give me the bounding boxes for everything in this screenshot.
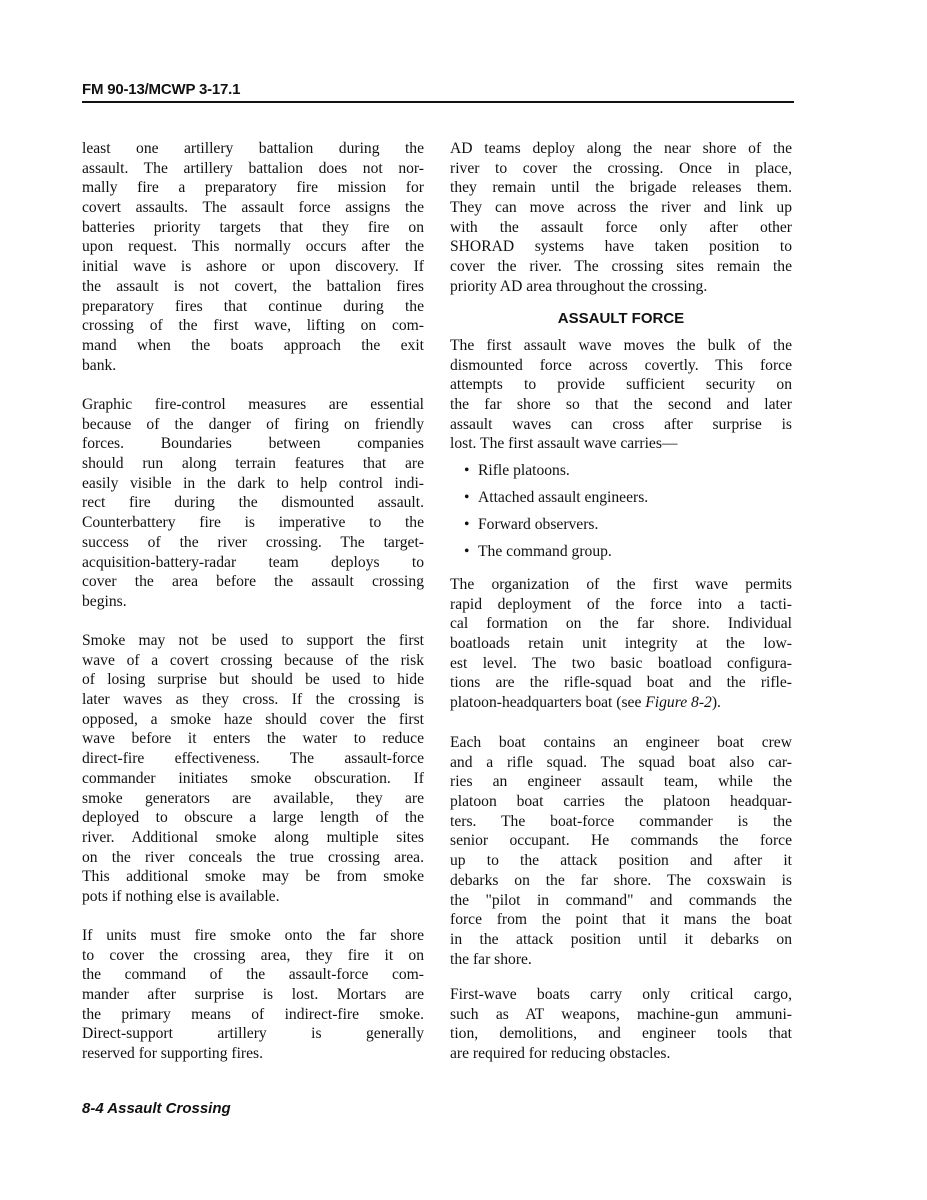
text-line: attempts to provide sufficient security on	[450, 376, 792, 394]
text-line: should run along terrain features that are	[82, 455, 424, 473]
text-line: If units must fire smoke onto the far shore	[82, 927, 424, 944]
text-line: priority AD area throughout the crossing.	[450, 277, 708, 295]
text-line: Direct-support artillery is generally	[82, 1025, 424, 1043]
text-line: cover the area before the assault crossing	[82, 573, 424, 591]
text-line: the far shore.	[450, 950, 532, 968]
text-line: wave before it enters the water to reduce	[82, 730, 424, 748]
text-line: ries an engineer assault team, while the	[450, 773, 792, 791]
text-line: cover the river. The crossing sites remain the	[450, 258, 792, 276]
text-line: are required for reducing obstacles.	[450, 1045, 671, 1063]
paragraph	[82, 926, 424, 1064]
text-line: on the river conceals the true crossing area.	[82, 848, 424, 866]
text-line: opposed, a smoke haze should cover the first	[82, 710, 424, 728]
text-line: and a rifle squad. The squad boat also car-	[450, 753, 792, 771]
text-line: assault waves can cross after surprise is	[450, 415, 792, 433]
text-line: est level. The two basic boatload configura-	[450, 654, 792, 672]
text-line: covert assaults. The assault force assigns the	[82, 199, 424, 217]
text-line: reserved for supporting fires.	[82, 1045, 264, 1063]
text-line: smoke generators are available, they are	[82, 789, 424, 807]
text-line: lost. The first assault wave carries—	[450, 435, 678, 453]
text-line: rect fire during the dismounted assault.	[82, 494, 424, 512]
text-line: to cover the crossing area, they fire it on	[82, 946, 424, 964]
text-line: the far shore so that the second and later	[450, 396, 792, 414]
text-line: in the attack position until it debarks on	[450, 930, 792, 948]
text-line: tion, demolitions, and engineer tools that	[450, 1025, 792, 1043]
text-line: later waves as they cross. If the crossing is	[82, 691, 424, 709]
text-line: upon request. This normally occurs after the	[82, 238, 424, 256]
text-line: wave of a covert crossing because of the risk	[82, 651, 424, 669]
text-line: the assault is not covert, the battalion fires	[82, 277, 424, 295]
text-line: debarks on the far shore. The coxswain is	[450, 871, 792, 889]
text-line: The first assault wave moves the bulk of the	[450, 337, 792, 354]
bullet-item: • Rifle platoons.	[464, 462, 570, 479]
text-line: rapid deployment of the force into a tacti-	[450, 595, 792, 613]
text-line: platoon-headquarters boat (see Figure 8-2).	[450, 694, 721, 712]
text-line: batteries priority targets that they fire on	[82, 218, 424, 236]
bullet-item: • Attached assault engineers.	[464, 489, 649, 506]
text-line: river. Additional smoke along multiple sites	[82, 828, 424, 846]
text-line: forces. Boundaries between companies	[82, 435, 424, 453]
section-heading: ASSAULT FORCE	[557, 310, 685, 327]
header-rule	[82, 101, 794, 103]
text-line: pots if nothing else is available.	[82, 887, 280, 905]
text-line: crossing of the first wave, lifting on com-	[82, 317, 424, 335]
text-line: First-wave boats carry only critical cargo,	[450, 986, 792, 1003]
text-line: preparatory fires that continue during the	[82, 297, 424, 315]
bullet-icon: •	[464, 489, 470, 506]
bullet-item: • Forward observers.	[464, 516, 599, 533]
text-line: platoon boat carries the platoon headquar-	[450, 793, 792, 811]
text-line: mally fire a preparatory fire mission for	[82, 179, 424, 197]
bullet-item: • The command group.	[464, 543, 612, 560]
text-line: commander initiates smoke obscuration. If	[82, 769, 424, 787]
text-line: such as AT weapons, machine-gun ammuni-	[450, 1005, 792, 1023]
paragraph	[450, 985, 792, 1064]
text-line: Smoke may not be used to support the first	[82, 632, 424, 649]
text-line: direct-fire effectiveness. The assault-force	[82, 750, 424, 768]
paragraph	[450, 575, 792, 713]
bullet-icon: •	[464, 543, 470, 560]
text-line: easily visible in the dark to help control indi-	[82, 474, 424, 492]
text-line: force from the point that it mans the boat	[450, 911, 792, 929]
text-line: This additional smoke may be from smoke	[82, 868, 424, 886]
paragraph	[82, 395, 424, 612]
text-line: bank.	[82, 356, 117, 374]
text-line: deployed to obscure a large length of the	[82, 809, 424, 827]
text-line: begins.	[82, 592, 127, 610]
page-footer: 8-4 Assault Crossing	[82, 1100, 231, 1117]
paragraph	[82, 631, 424, 907]
running-header: FM 90-13/MCWP 3-17.1	[82, 81, 241, 98]
text-line: the primary means of indirect-fire smoke.	[82, 1005, 424, 1023]
text-line: boatloads retain unit integrity at the low-	[450, 635, 792, 653]
text-line: dismounted force across covertly. This force	[450, 356, 792, 374]
text-line: tions are the rifle-squad boat and the rifle-	[450, 674, 792, 692]
text-line: up to the attack position and after it	[450, 852, 792, 870]
text-line: because of the danger of firing on friendly	[82, 415, 424, 433]
text-line: assault. The artillery battalion does not nor-	[82, 159, 424, 177]
paragraph	[82, 139, 424, 375]
text-line: Each boat contains an engineer boat crew	[450, 734, 792, 751]
paragraph	[450, 733, 792, 969]
text-line: Counterbattery fire is imperative to the	[82, 514, 424, 532]
text-line: AD teams deploy along the near shore of the	[450, 140, 792, 157]
text-line: with the assault force only after other	[450, 218, 792, 236]
text-line: cal formation on the far shore. Individual	[450, 615, 792, 633]
paragraph	[450, 336, 792, 454]
bullet-icon: •	[464, 516, 470, 533]
text-line: the "pilot in command" and commands the	[450, 891, 792, 909]
text-line: they remain until the brigade releases them.	[450, 179, 792, 197]
text-line: The organization of the first wave permits	[450, 576, 792, 593]
text-line: acquisition-battery-radar team deploys to	[82, 553, 424, 571]
text-line: least one artillery battalion during the	[82, 140, 424, 157]
text-line: success of the river crossing. The target-	[82, 533, 424, 551]
text-line: Graphic fire-control measures are essential	[82, 396, 424, 413]
text-line: river to cover the crossing. Once in place,	[450, 159, 792, 177]
text-line: They can move across the river and link up	[450, 199, 792, 217]
text-line: mander after surprise is lost. Mortars are	[82, 986, 424, 1004]
text-line: initial wave is ashore or upon discovery. If	[82, 258, 424, 276]
text-line: of losing surprise but should be used to hide	[82, 671, 424, 689]
bullet-icon: •	[464, 462, 470, 479]
text-line: SHORAD systems have taken position to	[450, 238, 792, 256]
text-line: ters. The boat-force commander is the	[450, 812, 792, 830]
text-line: mand when the boats approach the exit	[82, 336, 424, 354]
paragraph	[450, 139, 792, 297]
text-line: the command of the assault-force com-	[82, 966, 424, 984]
text-line: senior occupant. He commands the force	[450, 832, 792, 850]
